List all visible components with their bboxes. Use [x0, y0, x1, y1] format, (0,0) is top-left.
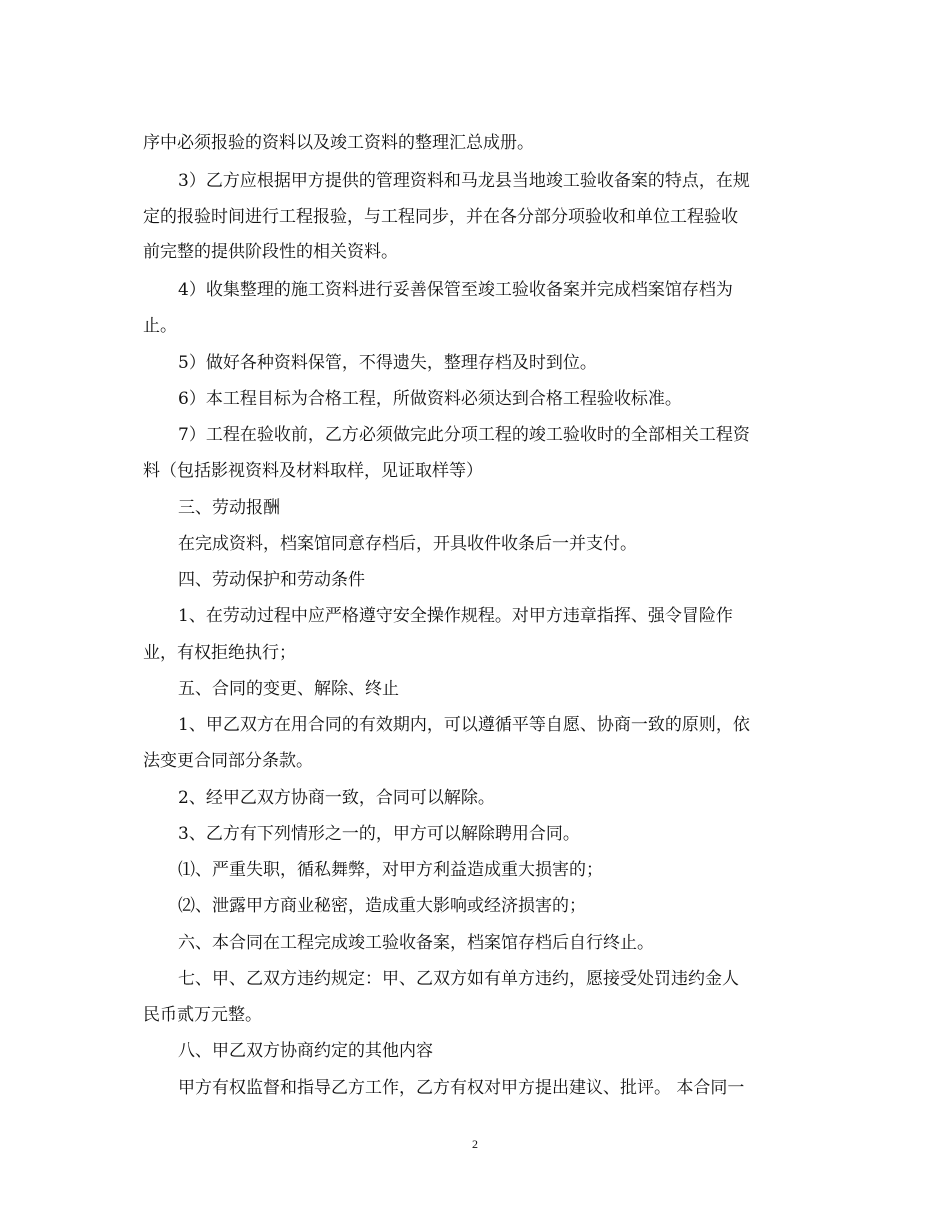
text-line: 2、经甲乙双方协商一致，合同可以解除。	[178, 788, 495, 808]
text-line: 甲方有权监督和指导乙方工作，乙方有权对甲方提出建议、批评。 本合同一	[178, 1078, 745, 1098]
text-line: 3）乙方应根据甲方提供的管理资料和马龙县当地竣工验收备案的特点，在规	[178, 171, 750, 191]
text-line: ⑵、泄露甲方商业秘密，造成重大影响或经济损害的；	[178, 896, 586, 916]
text-line: 5）做好各种资料保管，不得遗失，整理存档及时到位。	[178, 353, 597, 373]
section-heading: 四、劳动保护和劳动条件	[178, 570, 365, 590]
section-heading: 五、合同的变更、解除、终止	[178, 679, 399, 699]
text-line: 3、乙方有下列情形之一的，甲方可以解除聘用合同。	[178, 824, 580, 844]
text-line: 6）本工程目标为合格工程，所做资料必须达到合格工程验收标准。	[178, 389, 682, 409]
text-line: 7）工程在验收前，乙方必须做完此分项工程的竣工验收时的全部相关工程资	[178, 425, 750, 445]
page-number: 2	[472, 1137, 478, 1151]
section-heading: 七、甲、乙双方违约规定：甲、乙双方如有单方违约，愿接受处罚违约金人	[178, 969, 739, 989]
text-line: 民币贰万元整。	[143, 1005, 262, 1025]
text-line: 定的报验时间进行工程报验，与工程同步，并在各分部分项验收和单位工程验收	[143, 207, 738, 227]
text-line: 1、在劳动过程中应严格遵守安全操作规程。对甲方违章指挥、强令冒险作	[178, 606, 733, 626]
text-line: 序中必须报验的资料以及竣工资料的整理汇总成册。	[143, 133, 534, 153]
section-heading: 六、本合同在工程完成竣工验收备案，档案馆存档后自行终止。	[178, 933, 654, 953]
text-line: 止。	[143, 316, 177, 336]
section-heading: 三、劳动报酬	[178, 498, 280, 518]
text-line: 1、甲乙双方在用合同的有效期内，可以遵循平等自愿、协商一致的原则，依	[178, 715, 750, 735]
text-line: ⑴、严重失职，循私舞弊，对甲方利益造成重大损害的；	[178, 860, 603, 880]
text-line: 前完整的提供阶段性的相关资料。	[143, 242, 398, 262]
text-line: 料（包括影视资料及材料取样，见证取样等）	[143, 461, 483, 481]
text-line: 4）收集整理的施工资料进行妥善保管至竣工验收备案并完成档案馆存档为	[178, 280, 733, 300]
text-line: 业，有权拒绝执行；	[143, 643, 296, 663]
section-heading: 八、甲乙双方协商约定的其他内容	[178, 1041, 433, 1061]
text-line: 法变更合同部分条款。	[143, 751, 313, 771]
text-line: 在完成资料，档案馆同意存档后，开具收件收条后一并支付。	[178, 534, 637, 554]
